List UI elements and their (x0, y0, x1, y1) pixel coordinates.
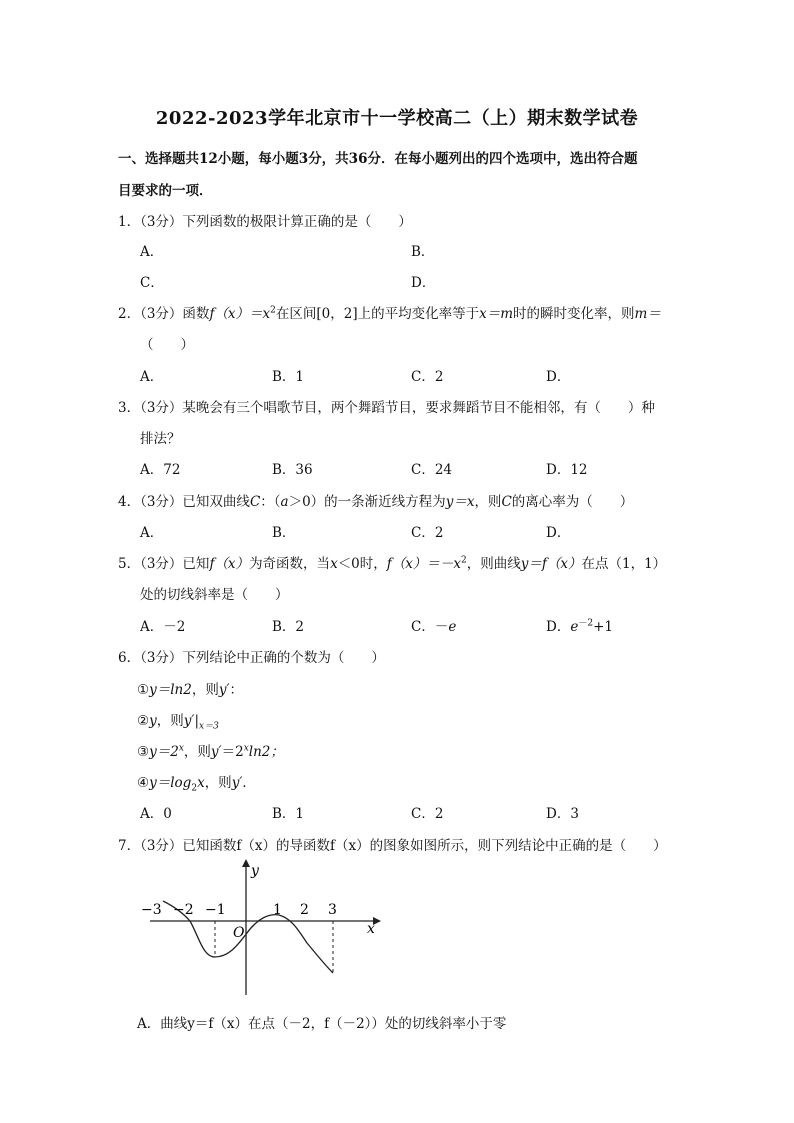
question-5 (118, 552, 666, 572)
q5-option-c-e: e (448, 619, 457, 635)
q2-mid: 在区间[0，2]上的平均变化率等于 (275, 306, 480, 322)
q6-item-2-marker: ② (137, 713, 150, 729)
q6-item-3-then: ，则 (183, 744, 211, 760)
q6-item-4-x: x (197, 775, 205, 791)
q2-tail: 时的瞬时变化率，则 (513, 306, 635, 322)
q4-tail2: 的离心率为（ ） (511, 494, 634, 510)
q6-item-3-exp: x (178, 743, 184, 754)
q5-fx: f（x） (209, 556, 250, 572)
q1-option-b: B． (411, 244, 435, 260)
q5-option-a: A．－2 (140, 619, 186, 635)
q5-mid2: ＜0时， (337, 556, 387, 572)
q6-item-2-then: ，则 (156, 713, 184, 729)
q2-option-b: B．1 (272, 369, 305, 385)
q6-item-2-sub: x＝3 (199, 721, 219, 732)
q6-item-1-expr: y＝ln2 (149, 682, 192, 698)
q2-xm: x＝m (479, 306, 514, 322)
q5-option-d (546, 615, 613, 635)
q6-item-4-base: 2 (191, 783, 198, 794)
q6-item-4-expr: y＝log (149, 775, 192, 791)
q3-option-a: A．72 (140, 462, 181, 478)
q6-item-2-deriv: y′ (183, 713, 195, 729)
q6-option-d: D．3 (546, 806, 579, 822)
q2-option-d: D． (546, 369, 571, 385)
question-1: 1．（3分）下列函数的极限计算正确的是（ ） (118, 214, 412, 230)
q5-prefix: 5．（3分）已知 (118, 556, 210, 572)
q6-option-c: C．2 (411, 806, 444, 822)
q1-option-a: A． (140, 244, 164, 260)
q5-option-d-tail: +1 (593, 619, 613, 635)
tick-minus-3: −3 (141, 902, 162, 918)
q6-item-3 (137, 740, 284, 760)
q4-prefix: 4．（3分）已知双曲线 (118, 494, 250, 510)
q6-item-2 (137, 709, 219, 732)
q4-mid2: ＞0）的一条渐近线方程为 (288, 494, 446, 510)
q2-prefix: 2．（3分）函数 (118, 306, 210, 322)
q2-m: m＝ (634, 306, 661, 322)
q4-option-d: D． (546, 525, 571, 541)
q4-yx: y＝x (445, 494, 475, 510)
q7-option-a: A．曲线y＝f（x）在点（－2，f（－2））处的切线斜率小于零 (137, 1016, 507, 1032)
tick-minus-2: −2 (173, 902, 194, 918)
q6-item-4-deriv: y′ (231, 775, 243, 791)
y-axis-arrow (242, 859, 250, 867)
q2-option-c: C．2 (411, 369, 444, 385)
tick-3: 3 (328, 902, 337, 918)
q6-item-1-then: ，则 (191, 682, 219, 698)
page-title: 2022-2023学年北京市十一学校高二（上）期末数学试卷 (155, 108, 639, 129)
q3-option-b: B．36 (272, 462, 313, 478)
q6-item-2-expr: y (149, 713, 157, 729)
q4-c2: C (501, 494, 512, 510)
q5-x: x (330, 556, 338, 572)
tick-minus-1: −1 (205, 902, 226, 918)
q5-fx2: f（x）＝－x (386, 556, 462, 572)
q3-option-d: D．12 (546, 462, 588, 478)
q6-option-b: B．1 (272, 806, 305, 822)
origin-label: O (233, 925, 245, 941)
derivative-graph (135, 855, 385, 1005)
question-2 (118, 302, 661, 322)
q2-option-a: A． (140, 369, 164, 385)
q6-item-3-ln: ln2； (248, 744, 284, 760)
section-header-line2: 目要求的一项． (118, 183, 213, 199)
q5-mid: 为奇函数，当 (249, 556, 331, 572)
question-3: 3．（3分）某晚会有三个唱歌节目，两个舞蹈节目，要求舞蹈节目不能相邻，有（ ）种 (118, 400, 655, 416)
section-header-line1: 一、选择题共12小题，每小题3分，共36分．在每小题列出的四个选项中，选出符合题 (118, 151, 638, 167)
q6-item-3-marker: ③ (137, 744, 150, 760)
q6-item-4-marker: ④ (137, 775, 150, 791)
q5-option-c (411, 615, 456, 635)
question-3-line2: 排法？ (140, 431, 181, 447)
question-7: 7．（3分）已知函数f（x）的导函数f（x）的图象如图所示，则下列结论中正确的是（ ） (118, 838, 667, 854)
q6-item-2-bar: | (194, 713, 200, 729)
q4-mid: ：（ (260, 494, 281, 510)
q5-option-b: B．2 (272, 619, 305, 635)
q4-option-a: A． (140, 525, 164, 541)
tick-1: 1 (273, 902, 282, 918)
q6-item-3-expr: y＝2 (149, 744, 179, 760)
q5-tail: 在点（1，1） (581, 556, 667, 572)
q5-exponent: 2 (461, 555, 467, 566)
q4-option-b: B． (272, 525, 296, 541)
q5-curve: y＝f（x） (520, 556, 582, 572)
q6-item-1 (137, 678, 243, 698)
tick-2: 2 (300, 902, 309, 918)
q4-a: a (280, 494, 289, 510)
question-2-line2: （ ） (140, 337, 194, 353)
q5-mid3: ，则曲线 (466, 556, 521, 572)
question-5-line2: 处的切线斜率是（ ） (140, 587, 289, 603)
q2-function: f（x）＝x (209, 306, 271, 322)
q6-item-3-deriv: y′ (210, 744, 222, 760)
question-6: 6．（3分）下列结论中正确的个数为（ ） (118, 650, 385, 666)
q3-option-c: C．24 (411, 462, 453, 478)
q6-item-3-exp2: x (243, 743, 249, 754)
q6-item-1-marker: ① (137, 682, 150, 698)
x-axis-label: x (367, 921, 375, 937)
q4-c: C (249, 494, 261, 510)
q6-item-4-end: ． (242, 775, 256, 791)
q6-item-4-then: ，则 (204, 775, 232, 791)
q1-option-d: D． (411, 275, 436, 291)
q4-tail: ，则 (474, 494, 502, 510)
q6-item-1-deriv: y′ (218, 682, 230, 698)
q5-option-c-label: C．－ (411, 619, 449, 635)
q6-option-a: A．0 (140, 806, 172, 822)
q4-option-c: C．2 (411, 525, 444, 541)
q6-item-4 (137, 771, 256, 794)
y-axis-label: y (251, 863, 259, 879)
q6-item-1-end: ： (229, 682, 244, 698)
q1-option-c: C． (140, 275, 164, 291)
q5-option-d-label: D． (546, 619, 571, 635)
q5-option-d-exp: －2 (578, 618, 594, 629)
q6-item-3-eq: ＝2 (221, 744, 244, 760)
q5-option-d-e: e (570, 619, 579, 635)
question-4 (118, 490, 633, 510)
q2-exponent: 2 (270, 305, 276, 316)
